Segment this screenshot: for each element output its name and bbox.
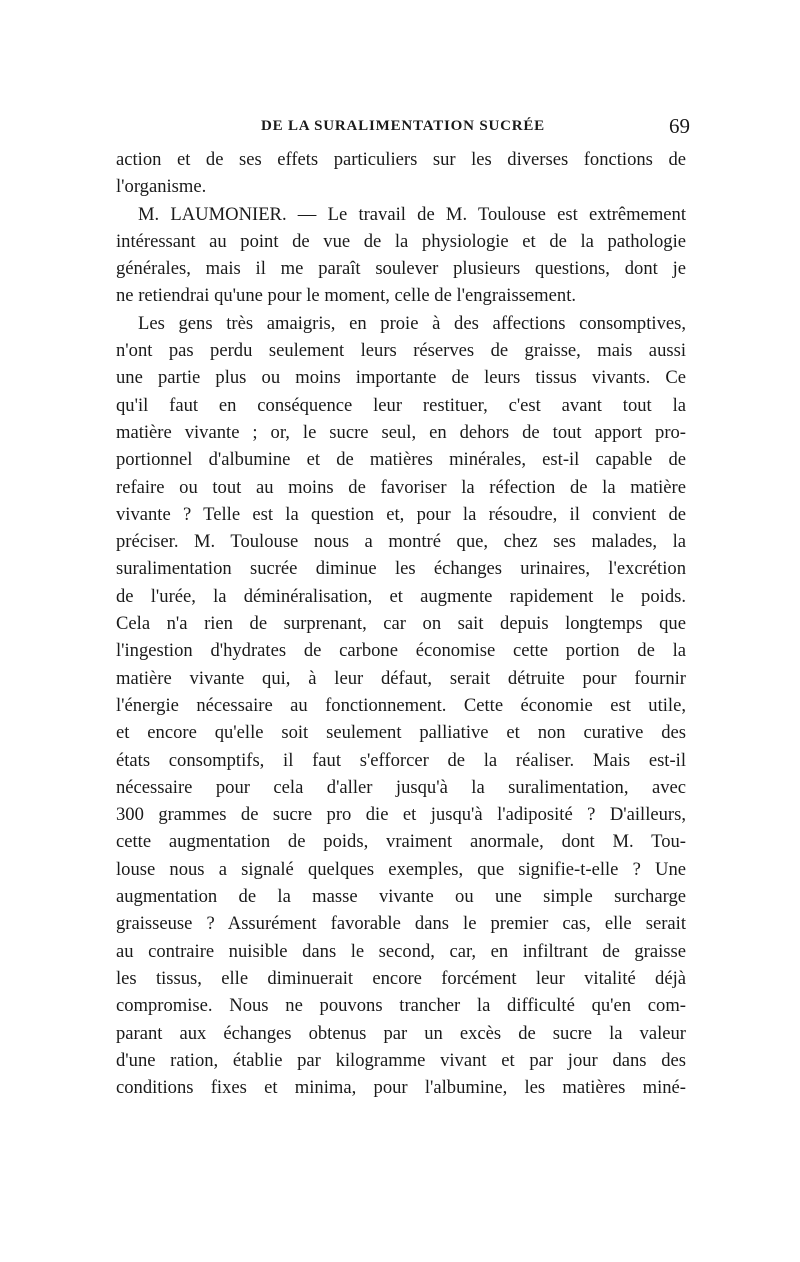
text-line: louse nous a signalé quelques exemples, que signifie-t-elle ? Une (116, 858, 686, 880)
text-line: action et de ses effets particuliers sur les diverses fonctions de (116, 149, 686, 170)
text-line: matière vivante ; or, le sucre seul, en dehors de tout apport pro- (116, 421, 686, 443)
text-line: d'une ration, établie par kilogramme vivant et par jour dans des (116, 1049, 686, 1071)
text-line: ne retiendrai qu'une pour le moment, celle de l'engraissement. (116, 285, 577, 307)
text-line: suralimentation sucrée diminue les échanges urinaires, l'excrétion (116, 558, 686, 580)
text-line: et encore qu'elle soit seulement palliative et non curative des (116, 722, 686, 744)
text-line: l'ingestion d'hydrates de carbone économise cette portion de la (116, 640, 686, 662)
text-line: augmentation de la masse vivante ou une simple surcharge (116, 886, 686, 908)
text-line: Cela n'a rien de surprenant, car on sait depuis longtemps que (116, 613, 686, 635)
text-line: compromise. Nous ne pouvons trancher la difficulté qu'en com- (116, 995, 686, 1017)
text-line: refaire ou tout au moins de favoriser la réfection de la matière (116, 476, 686, 498)
text-line: graisseuse ? Assurément favorable dans le premier cas, elle serait (116, 913, 686, 935)
body-text (116, 146, 686, 1101)
text-line: n'ont pas perdu seulement leurs réserves de graisse, mais aussi (116, 340, 686, 362)
text-line: les tissus, elle diminuerait encore forcément leur vitalité déjà (116, 967, 686, 989)
text-line: 300 grammes de sucre pro die et jusqu'à l'adiposité ? D'ailleurs, (116, 804, 686, 826)
text-line: préciser. M. Toulouse nous a montré que, chez ses malades, la (116, 531, 686, 553)
text-line: nécessaire pour cela d'aller jusqu'à la suralimentation, avec (116, 776, 686, 798)
text-line: M. LAUMONIER. — Le travail de M. Toulouse est extrêmement (138, 203, 686, 225)
text-line: Les gens très amaigris, en proie à des affections consomptives, (138, 312, 686, 334)
page-number: 69 (669, 114, 690, 138)
text-line: l'organisme. (116, 176, 207, 198)
text-line: au contraire nuisible dans le second, car, en infiltrant de graisse (116, 940, 686, 962)
text-line: l'énergie nécessaire au fonctionnement. Cette économie est utile, (116, 694, 686, 716)
text-line: portionnel d'albumine et de matières minérales, est-il capable de (116, 449, 686, 471)
text-line: qu'il faut en conséquence leur restituer, c'est avant tout la (116, 394, 686, 416)
text-line: vivante ? Telle est la question et, pour la résoudre, il convient de (116, 503, 686, 525)
text-line: une partie plus ou moins importante de leurs tissus vivants. Ce (116, 367, 686, 389)
text-line: parant aux échanges obtenus par un excès de sucre la valeur (116, 1022, 686, 1044)
running-head (116, 114, 690, 140)
text-line: conditions fixes et minima, pour l'albumine, les matières miné- (116, 1077, 686, 1099)
running-title: DE LA SURALIMENTATION SUCRÉE (261, 118, 545, 134)
text-line: états consomptifs, il faut s'efforcer de la réaliser. Mais est-il (116, 749, 686, 771)
text-line: matière vivante qui, à leur défaut, serait détruite pour fournir (116, 667, 686, 689)
text-line: cette augmentation de poids, vraiment anormale, dont M. Tou- (116, 831, 686, 853)
text-line: de l'urée, la déminéralisation, et augmente rapidement le poids. (116, 585, 686, 607)
text-line: générales, mais il me paraît soulever plusieurs questions, dont je (116, 258, 686, 280)
text-line: intéressant au point de vue de la physiologie et de la pathologie (116, 230, 686, 252)
